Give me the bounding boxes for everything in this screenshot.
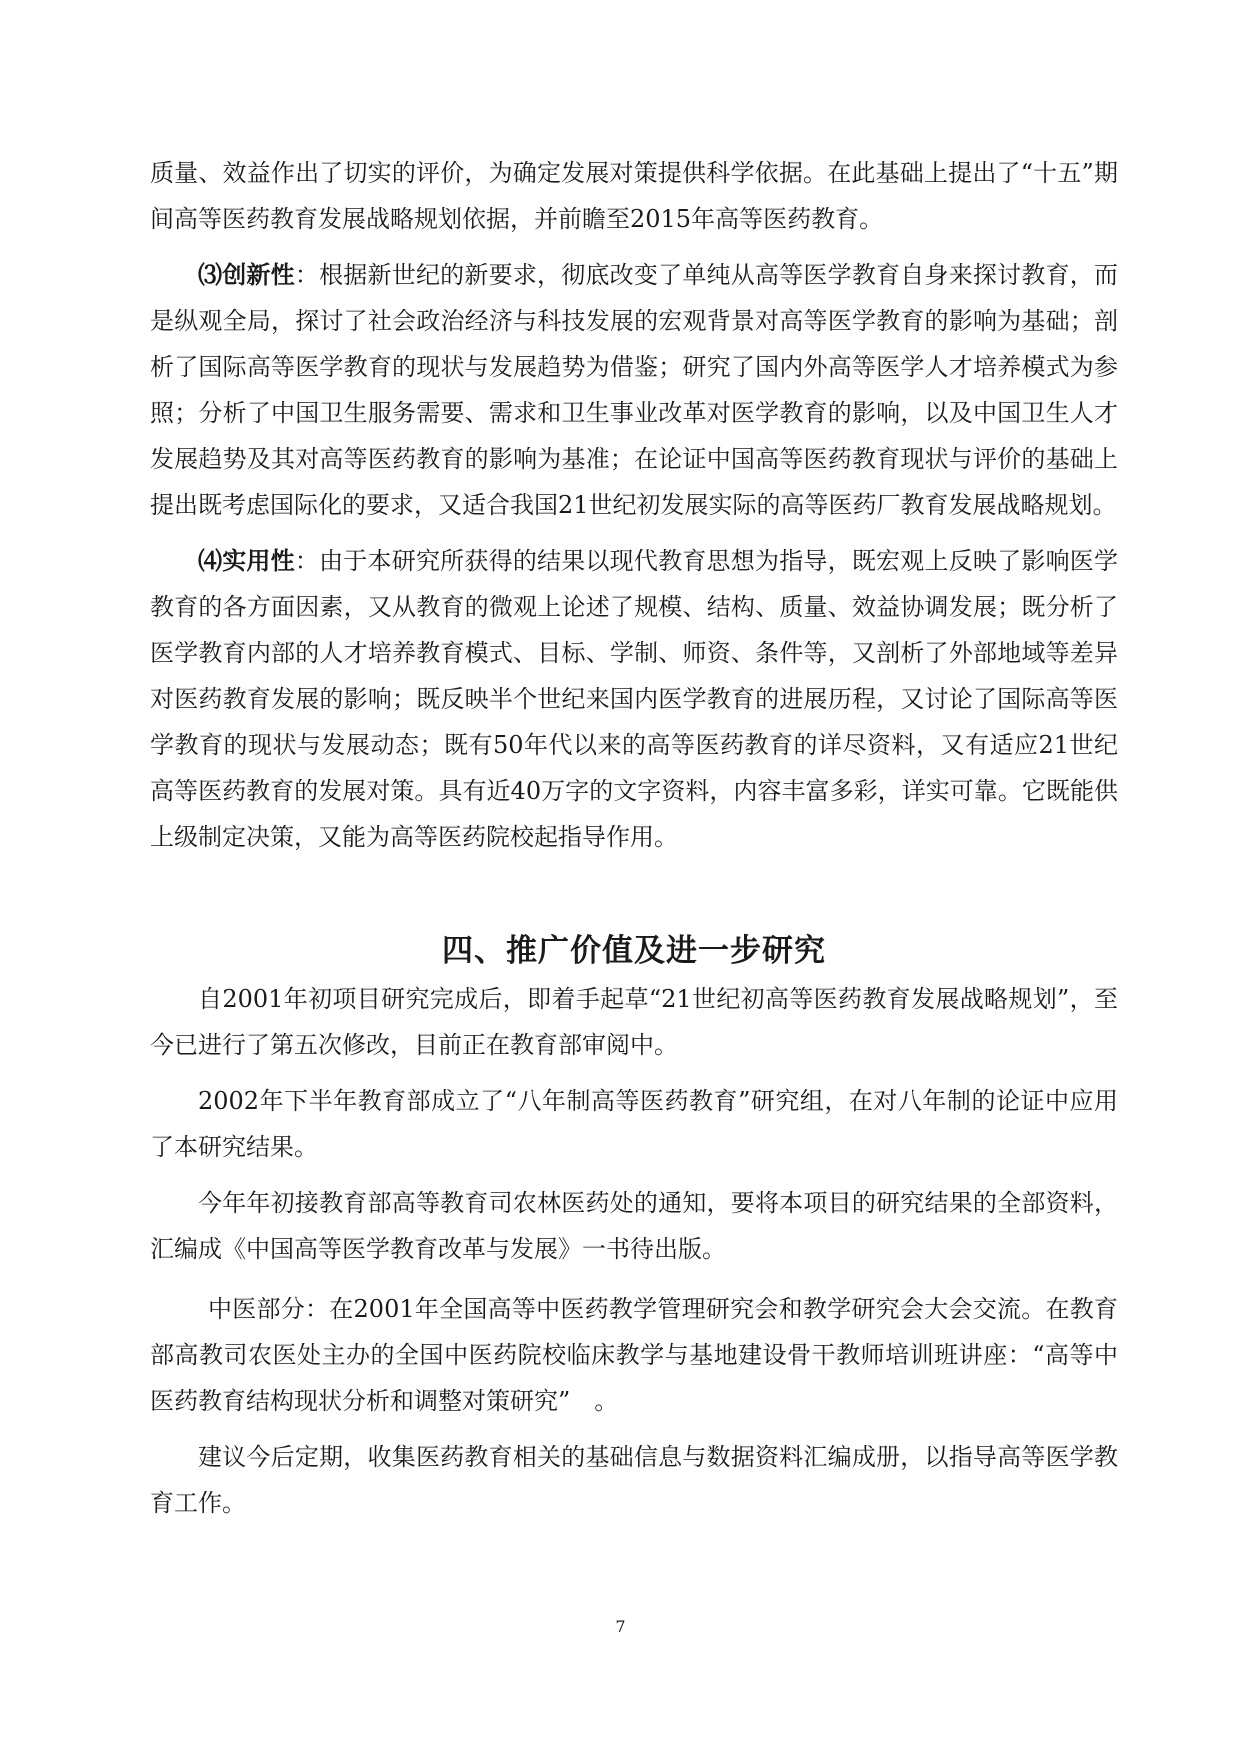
section-heading: 四、推广价值及进一步研究: [442, 933, 826, 969]
document-page: [150, 150, 1118, 1526]
section-paragraph-4: 中医部分：在2001年全国高等中医药教学管理研究会和教学研究会大会交流。在教育部高教司农医处主办的全国中医药院校临床教学与基地建设骨干教师培训班讲座：“高等中医药教育结构现状分析和调整对策研究” 。: [150, 1295, 1118, 1415]
continued-paragraph: 质量、效益作出了切实的评价，为确定发展对策提供科学依据。在此基础上提出了“十五”期间高等医药教育发展战略规划依据，并前瞻至2015年高等医药教育。: [150, 159, 1118, 233]
innovation-text: ：根据新世纪的新要求，彻底改变了单纯从高等医学教育自身来探讨教育，而是纵观全局，探讨了社会政治经济与科技发展的宏观背景对高等医学教育的影响为基础；剖析了国际高等医学教育的现状与发展趋势为借鉴；研究了国内外高等医学人才培养模式为参照；分析了中国卫生服务需要、需求和卫生事业改革对医学教育的影响，以及中国卫生人才发展趋势及其对高等医药教育的影响为基准；在论证中国高等医药教育现状与评价的基础上提出既考虑国际化的要求，又适合我国21世纪初发展实际的高等医药厂教育发展战略规划。: [150, 261, 1119, 519]
practicality-lead: ⑷实用性: [198, 546, 295, 575]
section-paragraph-3: 今年年初接教育部高等教育司农林医药处的通知，要将本项目的研究结果的全部资料，汇编成《中国高等医学教育改革与发展》一书待出版。: [150, 1189, 1118, 1263]
section-paragraph-2: 2002年下半年教育部成立了“八年制高等医药教育”研究组，在对八年制的论证中应用了本研究结果。: [150, 1087, 1118, 1161]
practicality-paragraph: [150, 538, 1118, 860]
section-paragraph-5: 建议今后定期，收集医药教育相关的基础信息与数据资料汇编成册，以指导高等医学教育工作。: [150, 1443, 1118, 1517]
section-paragraph-1: 自2001年初项目研究完成后，即着手起草“21世纪初高等医药教育发展战略规划”，至今已进行了第五次修改，目前正在教育部审阅中。: [150, 985, 1118, 1059]
practicality-text: ：由于本研究所获得的结果以现代教育思想为指导，既宏观上反映了影响医学教育的各方面因素，又从教育的微观上论述了规模、结构、质量、效益协调发展；既分析了医学教育内部的人才培养教育模式、目标、学制、师资、条件等，又剖析了外部地域等差异对医药教育发展的影响；既反映半个世纪来国内医学教育的进展历程，又讨论了国际高等医学教育的现状与发展动态；既有50年代以来的高等医药教育的详尽资料，又有适应21世纪高等医药教育的发展对策。具有近40万字的文字资料，内容丰富多彩，详实可靠。它既能供上级制定决策，又能为高等医药院校起指导作用。: [150, 547, 1119, 851]
page-number: 7: [615, 1617, 626, 1636]
innovation-paragraph: [150, 252, 1118, 528]
innovation-lead: ⑶创新性: [198, 260, 295, 289]
